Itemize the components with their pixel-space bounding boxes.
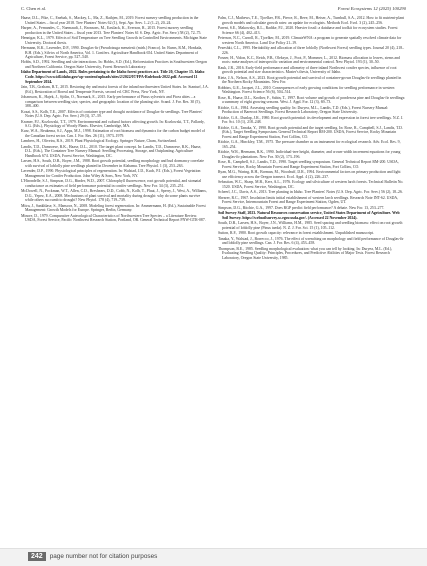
reference-entry: Rose, R., Haase, D.L., Kroiher, F., Sabin, T., 1997. Root volume and growth of ponderosa pine and Douglas-fir seedlings: a summary of eight growing seasons. West. J. Appl. For. 12 (3), 69–73. [218,95,406,105]
reference-entry: Landis, T.D., Dumroese, R.K., Haase, D.L., 2010. The target plant concept. In: Landis, T.D., Dumroese, R.K., Haase, D.L. (Eds.), The Container Tree Nursery Manual: Seedling Processing, Storage, and Outplanting. Agriculture Handbook 674. USDA, Forest Service, Washington, DC. [21,144,202,158]
reference-entry: Tanaka, Y., Walstad, J., Borrecco, J., 1976. The effect of wrenching on morphology and field performance of Douglas-fir and loblolly pine seedlings. Can. J. For. Res. 6 (4), 453–458. [218,236,404,246]
reference-entry: Simpson, D.G., Ritchie, G.A., 1997. Does RGP predict field performance? A debate. New For. 13, 253–277. [218,205,385,210]
reference-entry: Rauk, J.R., 2016. Early-field performance and allometry of three inland Northwest conifer species, influence of root growth potential and size characteristics. Master's thesis, University of Idaho. [218,65,397,75]
reference-entry: Thompson, B.E., 1985. Seedling morphological evaluation: what you can tell by looking. In: Duryea, M.L. (Ed.), Evaluating Seedling Quality: Principles, Procedures, and Predictive Abilities of Major Tests. Forest Research Laboratory, Oregon State University, 1985. [218,246,393,260]
reference-entry: Ritchie, G.A., Dunlap, J.R., 1980. Root growth potential: its development and expression in forest tree seedlings. N.Z. J. For. Sci. 10 (1), 218–248. [218,115,404,125]
reference-entry: Kramer, P.J., Kozlowski, T.T., 1979. Environmental and cultural factors affecting growth. In: Kozlowski, T.T., Pallardy, S.G. (Eds.), Physiology of Woody Plants. Elsevier, Cambridge, MA. [21,119,205,129]
reference-entry: Rietz, J.A., Nelson, A.S., 2023. Root growth potential and survival of container-grown Douglas-fir seedlings planted in the Northern Rocky Mountains. New For. [218,75,402,85]
reference-entry: Robbins, G.E., Jacquet, J.L., 2010. Consequences of early growing conditions for seedling performance in western Washington. Forest Science 56 (6), 504–514. [218,85,395,95]
footer-content [28,552,157,561]
reference-entry: Idaho Department of Lands, 2022. Rules pertaining to the Idaho forest practices act. Title 20, Chapter 15. Idaho Code. https://www.idl.idaho.gov/wp-content/uploads/sites/2/2022/07/FPA-Rulebook-2022.pdf. Accessed 11 September 2024. [21,70,205,84]
reference-entry: Hennigar, K.L., 1979. Effects of Soil Temperature on Tree Seedling Growth in Controlled Environments. Michigan State University. Doctoral thesis. [21,35,207,45]
reference-entry: South, D.B., Larsen, H.S., Boyer, J.N., Williams, H.M., 1985. Seed spacing and seedling biomass: effect on root growth potential of loblolly pine (Pinus taeda). N. Z. J. For. Sci. 15 (1), 105–112. [218,221,403,230]
references-right-column [218,16,406,544]
reference-entry: Minore, D., 1979. Comparative Autecological Characteristics of Northwestern Tree Species – a Literature Review. USDA, Forest Service, Pacific Northwest Research Station, Portland, OR. General Technical Report PNW-GTR-087. [21,213,206,223]
header-authors: C. Chen et al. [21,6,47,11]
reference-entry: Sebastian, W.C., Sharp, M.B., Kerr, A.L., 1976. Ecology and silviculture of western larch forests. Technical Bulletin No. 1520. USDA, Forest Service, Washington, DC. [218,180,404,189]
references-left-column [21,16,209,544]
footer-note: page number not for citation purposes [49,553,158,560]
reference-entry: Peterson, N.C., Carroll, R., Tjoelker, M., 2019. ClimateWNA: a program to generate spatially resolved climate data for western North America. Land Use Policy 21–19. [218,35,402,45]
reference-entry: Posner, H., Vidon, K.C., Reich, P.B., Oleksyn, J., Poot, P., Mommer, L., 2012. Biomass allocation to leaves, stems and roots: meta-analyses of interspecific variation and environmental control. New Phytol. 193 (1), 30–50. [218,55,400,65]
reference-entry: Haase, D.L., Pike, C., Enebak, S., Mackey, L., Ma, Z., Rathjen, M., 2019. Forest nursery seedling production in the United States – fiscal year 2018. Tree Planters' Notes 62 (1), Sept. Apr. Serv. 1–2 (1–2), 20–24. [21,16,199,25]
reference-entry: Sutton, R.F., 1980. Root growth capacity: relevance in forest establishment. Unpublished manuscript. [218,231,374,236]
reference-entry: Pezeshki, C.L., 1995. Heritability and allocation of three loblolly (Northwest Forest) seedling types. Journal 20 (4), 218–226. [218,45,405,55]
reference-entry: Ritchie, G.A., Tanaka, Y., 1990. Root growth potential and the target seedling. In: Rose, R., Campbell, S.J., Landis, T.D. (Eds.), Target Seedling Symposium. General Technical Report RM-200. USDA, Forest Service, Rocky Mountain Forest and Range Experiment Station, Fort Collins, CO. [218,125,403,139]
references-section [21,16,406,544]
reference-entry: Johansson, K., Hajek, J., Sjölin, O., Normark, E., 2015. Early performance of Pinus sylvestris and Picea abies – a comparison between seedling size, species, and geographic location of the planting site. Scand. J. For. Res. 30 (5), 388–400. [21,94,201,109]
reference-entry: Lambers, H., Oliveira, R.S., 2019. Plant Physiological Ecology. Springer Nature, Cham, Switzerland. [21,139,177,144]
reference-entry: Palm, C.J., Mathews, T.E., Tjoelker, P.R., Pierce, R., Beee, M., Heiser, A., Turnbull, S.A., 2012. How to fit nutrient-plant growth models and calculate growth rates: an update for ecologists. Methods Ecol. Evol. 3 (2), 245–256. [218,16,405,25]
reference-entry: Lavender, D.P., 1990. Physiological principles of regeneration. In: Walstad, J.D., Kuch, P.J. (Eds.), Forest Vegetation Management for Conifer Production. John Wiley & Sons, New York, NY. [21,169,201,178]
reference-entry: Scheerl, J.C., Davis, A.S., 2013. Tree planting in Idaho. Tree Planters' Notes (U.S. Dep. Agric. For. Serv.) 56 (2), 18–26. [218,190,403,195]
reference-entry: Hermann, R.K., Lavender, D.P., 1990. Douglas-fir (Pseudotsuga menziesii (mirb.) Franco). In: Burns, R.M., Honkala, B.H. (Eds.), Silvics of North America, Vol. 1. Conifers. Agriculture Handbook 654. United States Department of Agriculture, Forest Service, pp. 527–540. [21,45,203,60]
reference-entry: Soil Survey Staff, 2023. Natural Resources conservation service, United States Department of Agriculture. Web Soil Survey. https://websoilsurvey.sc.egov.usda.gov/. (Accessed 22 November 2024). [218,211,400,220]
header-journal: Forest Ecosystems 12 (2025) 100290 [337,6,406,11]
page-number-badge: 242 [28,552,46,561]
reference-entry: Shearer, R.C., 1967. Insolation limits initial establishment of western larch seedlings. Research Note INT-62. USDA, Forest Service, Intermountain Forest and Range Experiment Station, Ogden, UT. [218,195,399,205]
journal-header [21,6,406,16]
reference-entry: Larsen, H.S., South, D.B., Boyer, J.M., 1988. Root growth potential, seedling morphology and bud dormancy correlate with survival of loblolly pine seedlings planted in December in Alabama. Tree Physiol. 1 (3), 253–263. [21,159,204,168]
reference-entry: L'Hirondelle, S.J., Simpson, D.G., Binder, W.D., 2007. Chlorophyll fluorescence, root growth potential, and stomatal conductance as estimates of field performance potential in conifer seedlings. New For. 34 (3), 235–251. [21,179,202,188]
reference-entry: Hobbs, S.D., 1992. Seedling and site interactions. In: Hobbs, S.D. (Ed.), Reforestation Practices in Southwestern Oregon and Northern California. Oregon State University, Forest Research Laboratory. [21,60,207,70]
reference-entry: Ritchie, G.A., 1984. Assessing seedling quality. In: Duryea, M.L., Landis, T.D. (Eds.), Forest Nursery Manual: Production of Bareroot Seedlings. Forest Research Laboratory, Oregon State University. [218,105,389,115]
page-footer [0,548,427,566]
reference-entry: Rose, R., Campbell, S.J., Landis, T.D., 1990. Target seedling symposium. General Technical Report RM-200. USDA, Forest Service, Rocky Mountain Forest and Range Experiment Station, Fort Collins, CO. [218,160,399,169]
reference-entry: Parent, S.E., Makowsky, R.L., Radtke, P.J., 2020. Heavier fossil: a database and toolkit for ecosystem studies. Forest Science 66 (4), 402–413. [218,25,398,35]
reference-entry: Ritchie, G.A., Hinckley, T.M., 1975. The pressure chamber as an instrument for ecological research. Adv. Ecol. Res. 9, 165–254. [218,140,401,149]
reference-entry: Jain, T.B., Graham, R.T., 2015. Restoring dry and moist forests of the inland northwestern United States. In: Stanturf, J.A. (Ed.), Restoration of Boreal and Temperate Forests, second ed. CRC Press, New York, NY. [21,85,209,94]
reference-entry: Kozai, S.S., Kolb, T.E., 2007. Effects of container type and drought avoidance of Douglas-fir seedlings. Tree Planters' Notes (U.S. Dep. Agric. For. Serv.) 29 (3), 37–39. [21,109,203,119]
reference-entry: McDowell, N., Pockman, W.T., Allen, C.D., Breshears, D.D., Cobb, N., Kolb, T., Plaut, J., Sperry, J., West, A., Williams, D.G., Yepez, E.A., 2008. Mechanisms of plant survival and mortality during drought: why do some plants survive while others succumb to drought? New Phytol. 178 (4), 719–739. [21,189,207,203]
reference-entry: Kurz, W.A., Beukema, S.J., Apps, M.J., 1998. Estimation of root biomass and dynamics for the carbon budget model of the Canadian forest sector. Can. J. For. Res. 26 (11), 1973–1979. [21,129,205,139]
reference-entry: Mitra, J., Sankhlase, S., Mansoor, N., 2008. Modeling forest regeneration. In: Ammermann, H. (Ed.), Sustainable Forest Management: Growth Models for Europe. Springer, Berlin, Germany. [21,203,206,213]
reference-entry: Harper, A., Fernandes, C., Naemaudi, J., Bronsons, M., Eastlack, K., Everson, R., 2015. Forest nursery seedling production in the United States – fiscal year 2013. Tree Planters' Notes 61 S. Dep. Agric. For. Serv.) 58 (2), 72–75. [21,25,202,35]
reference-entry: Ryan, M.G., Waring, R.H., Borman, M., Woodruff, D.R., 1994. Environmental factors on primary production and light use efficiency across the Oregon transect. Ecol. Appl. 4 (2), 226–237. [218,170,401,179]
reference-entry: Ritchie, W.R., Hermann, R.K., 1990. Individual-tree height, diameter, and crown-width increment equations for young Douglas-fir plantations. New For. 30 (2), 173–196. [218,150,401,159]
